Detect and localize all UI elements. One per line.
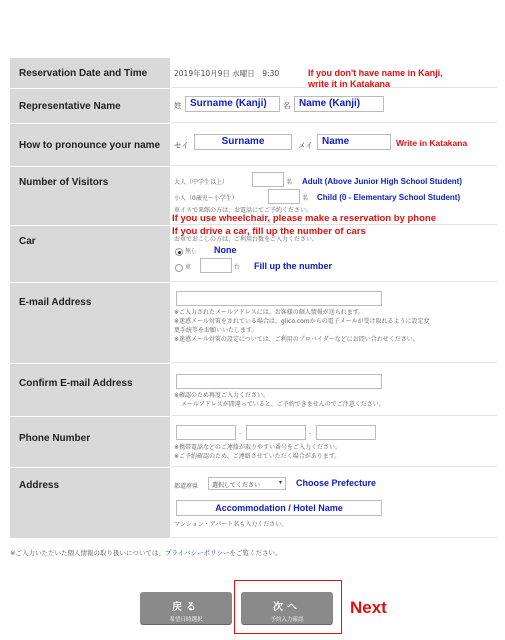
- annotation-child: Child (0 - Elementary School Student): [317, 193, 461, 202]
- car-note: お車でおこしの方は、ご利用台数をご入力ください。: [174, 236, 319, 243]
- row-car: [10, 226, 497, 283]
- confirm-note-2: メールアドレスが間違っていると、ご予約できませんのでご注意ください。: [181, 401, 385, 408]
- annotation-adult: Adult (Above Junior High School Student): [302, 177, 462, 186]
- label-car: Car: [19, 236, 36, 247]
- chevron-down-icon: ▾: [278, 479, 282, 486]
- email-note-3: ※迷惑メール対策の設定については、ご利用のプロバイダーなどにお問い合わせください。: [174, 336, 419, 343]
- annotation-next: Next: [350, 598, 387, 617]
- annotation-fill-number: Fill up the number: [254, 261, 332, 271]
- annotation-wheelchair: If you use wheelchair, please make a reservation by phone: [172, 213, 436, 224]
- adult-unit: 名: [286, 179, 293, 186]
- row-phone: [10, 417, 497, 468]
- phone-note-2: ※ご予約確認のため、ご連絡させていただく場合があります。: [174, 453, 341, 460]
- row-confirm-email: [10, 364, 497, 417]
- label-phone: Phone Number: [19, 433, 91, 444]
- row-pronounce-name: [10, 124, 497, 167]
- next-button[interactable]: 次へ 予約入力確認: [241, 592, 333, 624]
- phone-input-1[interactable]: [176, 425, 236, 440]
- phone-dash-1: -: [239, 430, 242, 437]
- hotel-name-input[interactable]: Accommodation / Hotel Name: [176, 500, 382, 516]
- car-none-label: 無し: [185, 248, 198, 255]
- name-kanji-input[interactable]: Name (Kanji): [294, 96, 384, 112]
- privacy-policy-link[interactable]: プライバシーポリシー: [164, 549, 230, 557]
- surname-prefix: 姓: [174, 101, 182, 110]
- address-note: マンション・アパート名も入力ください。: [174, 521, 288, 528]
- row-representative-name: [10, 89, 497, 124]
- car-count-input[interactable]: [200, 258, 232, 273]
- label-representative-name: Representative Name: [19, 101, 121, 112]
- name-katakana-input[interactable]: Name: [317, 134, 391, 150]
- adult-count-input[interactable]: [252, 172, 284, 187]
- annotation-choose-prefecture: Choose Prefecture: [296, 478, 377, 488]
- label-reservation-date: Reservation Date and Time: [19, 68, 148, 79]
- name-prefix: 名: [283, 101, 291, 110]
- confirm-note-1: ※確認のため再度ご入力ください。: [174, 392, 270, 399]
- wheelchair-note: 車イスで来館の方は、お電話にてご予約ください。: [174, 207, 312, 214]
- phone-input-3[interactable]: [316, 425, 376, 440]
- annotation-drive: If you drive a car, fill up the number of cars: [172, 226, 366, 237]
- car-none-radio[interactable]: [175, 248, 183, 256]
- email-input[interactable]: [176, 291, 382, 306]
- label-confirm-email: Confirm E-mail Address: [19, 378, 133, 389]
- confirm-email-input[interactable]: [176, 374, 382, 389]
- child-count-input[interactable]: [268, 189, 300, 204]
- label-pronounce-name: How to pronounce your name: [19, 140, 161, 151]
- email-note-2: ※迷惑メール対策をされている場合は、glico.comからの電子メールが受け取れるように設定変更手続等をお願いいたします。: [174, 318, 430, 334]
- privacy-notice: ※ご入力いただいた個人情報の取り扱いについては、プライバシーポリシーをご覧ください。: [10, 549, 282, 557]
- row-email: [10, 283, 497, 364]
- surname-kanji-input[interactable]: Surname (Kanji): [185, 96, 280, 112]
- phone-dash-2: -: [309, 430, 312, 437]
- annotation-katakana: Write in Katakana: [396, 138, 468, 148]
- phone-input-2[interactable]: [246, 425, 306, 440]
- sei-prefix: セイ: [174, 141, 189, 150]
- car-radio[interactable]: [175, 264, 183, 272]
- email-note-1: ※ご入力されたメールアドレスには、お客様の個人情報が送られます。: [174, 309, 365, 316]
- row-reservation-date: [10, 58, 497, 89]
- annotation-kanji-note: If you don't have name in Kanji, write it in Katakana: [308, 68, 443, 89]
- prefecture-label: 都道府県: [174, 483, 199, 490]
- back-button[interactable]: 戻る 希望日時選択: [140, 592, 232, 624]
- surname-katakana-input[interactable]: Surname: [194, 134, 292, 150]
- annotation-none: None: [214, 245, 237, 255]
- child-unit: 名: [302, 195, 309, 202]
- label-email: E-mail Address: [19, 297, 92, 308]
- reservation-date-value: 2019年10月9日 水曜日 9:30: [174, 69, 280, 78]
- mei-prefix: メイ: [298, 141, 313, 150]
- label-number-of-visitors: Number of Visitors: [19, 177, 109, 188]
- label-address: Address: [19, 480, 60, 491]
- adult-label: 大人（中学生以上）: [174, 179, 229, 186]
- row-number-of-visitors: [10, 167, 497, 226]
- car-label: 車: [185, 264, 192, 271]
- child-label: 小人（0歳児〜小学生）: [174, 195, 238, 202]
- car-unit: 台: [234, 264, 241, 271]
- row-address: [10, 468, 497, 539]
- prefecture-select[interactable]: 選択してください ▾: [208, 477, 286, 490]
- reservation-form: [10, 58, 497, 539]
- phone-note-1: ※携帯電話などのご連絡が取りやすい番号をご入力ください。: [174, 444, 342, 451]
